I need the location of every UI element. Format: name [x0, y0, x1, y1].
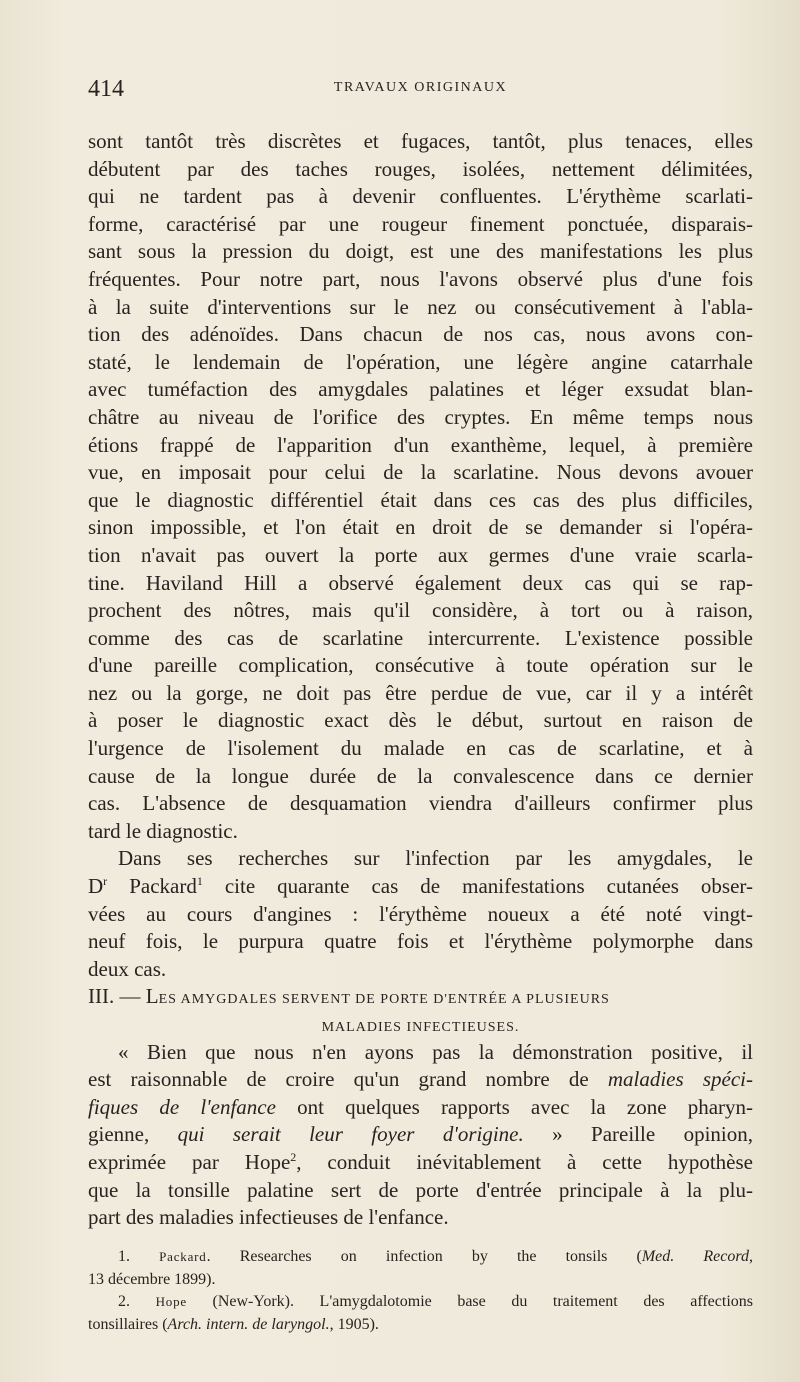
- text-run: » Pareille opinion,: [523, 1122, 753, 1147]
- text-line: sinon impossible, et l'on était en droit de se demander si l'opéra-: [88, 515, 753, 540]
- text-line: châtre au niveau de l'orifice des cryptes. En même temps nous: [88, 404, 753, 429]
- quote-line: « Bien que nous n'en ayons pas la démonstration positive, il: [118, 1039, 753, 1064]
- section-initial: L: [145, 984, 159, 1009]
- italic-run: maladies spéci-: [607, 1067, 753, 1092]
- footnote-author: Hope: [155, 1294, 187, 1309]
- footnote-number: 1.: [118, 1248, 160, 1265]
- text-line: cause de la longue durée de la convalescence dans ce dernier: [88, 763, 753, 788]
- footnote-author: Packard: [159, 1249, 207, 1264]
- author-name: Packard: [107, 874, 197, 899]
- text-line: tion n'avait pas ouvert la porte aux germes d'une vraie scarla-: [88, 542, 753, 567]
- text-run: est raisonnable de croire qu'un grand nombre de: [88, 1067, 608, 1092]
- footnote-text: ,: [749, 1248, 753, 1265]
- paragraph-line: deux cas.: [88, 956, 167, 981]
- footnote-journal: Arch. intern. de laryngol.: [167, 1315, 330, 1333]
- footnote-text: . Researches on infection by the tonsils (: [206, 1248, 642, 1265]
- text-line: vue, en imposait pour celui de la scarlatine. Nous devons avouer: [88, 460, 753, 485]
- title-abbrev-sup: r: [103, 874, 108, 889]
- title-abbrev: D: [88, 874, 104, 899]
- section-heading-cont: [88, 1011, 753, 1039]
- text-line: avec tuméfaction des amygdales palatines et léger exsudat blan-: [88, 377, 753, 402]
- footnote-1-cont: 13 décembre 1899).: [88, 1270, 216, 1288]
- text-line: prochent des nôtres, mais qu'il considère, à tort ou à raison,: [88, 598, 753, 623]
- text-run: exprimée par Hope: [88, 1149, 291, 1174]
- footnote-marker: 1: [196, 874, 203, 889]
- paragraph-line: [88, 873, 753, 901]
- quote-line: [88, 1094, 753, 1122]
- paragraph-line: neuf fois, le purpura quatre fois et l'érythème polymorphe dans: [88, 929, 753, 954]
- text-line: staté, le lendemain de l'opération, une légère angine catarrhale: [88, 349, 753, 374]
- text-line: forme, caractérisé par une rougeur finement ponctuée, disparais-: [88, 211, 753, 236]
- footnote-text: , 1905).: [329, 1315, 379, 1333]
- section-title-line2: MALADIES INFECTIEUSES.: [321, 1020, 520, 1035]
- footnote-text: tonsillaires (: [88, 1315, 168, 1333]
- text-run: gienne,: [88, 1122, 178, 1147]
- text-run: , conduit inévitablement à cette hypothèse: [296, 1149, 753, 1174]
- paragraph-line: [88, 1149, 753, 1177]
- text-run: ont quelques rapports avec la zone pharyn-: [275, 1094, 753, 1119]
- text-line: étions frappé de l'apparition d'un exanthème, lequel, à première: [88, 432, 753, 457]
- footnote-text: (New-York). L'amygdalotomie base du traitement des affections: [186, 1293, 753, 1310]
- page-header: [88, 76, 753, 106]
- text-line: débutent par des taches rouges, isolées, nettement délimitées,: [88, 156, 753, 181]
- quote-line: [88, 1066, 753, 1094]
- text-line: cas. L'absence de desquamation viendra d'ailleurs confirmer plus: [88, 791, 753, 816]
- paragraph-line: part des maladies infectieuses de l'enfance.: [88, 1205, 449, 1230]
- text-run: cite quarante cas de manifestations cutanées obser-: [202, 874, 753, 899]
- quote-line: [88, 1121, 753, 1149]
- paragraph-line: que la tonsille palatine sert de porte d'entrée principale à la plu-: [88, 1177, 753, 1202]
- text-line: que le diagnostic différentiel était dans ces cas des plus difficiles,: [88, 487, 753, 512]
- text-line: fréquentes. Pour notre part, nous l'avons observé plus d'une fois: [88, 266, 753, 291]
- text-line: l'urgence de l'isolement du malade en cas de scarlatine, et à: [88, 736, 753, 761]
- text-line: à poser le diagnostic exact dès le début, surtout en raison de: [88, 708, 753, 733]
- section-heading: [88, 983, 753, 1011]
- text-line: à la suite d'interventions sur le nez ou consécutivement à l'abla-: [88, 294, 753, 319]
- footnote-2-cont: [88, 1314, 753, 1337]
- text-line: d'une pareille complication, consécutive à toute opération sur le: [88, 653, 753, 678]
- paragraph-line: Dans ses recherches sur l'infection par les amygdales, le: [118, 846, 753, 871]
- text-line: tine. Haviland Hill a observé également deux cas qui se rap-: [88, 570, 753, 595]
- footnote-1: [88, 1246, 753, 1269]
- footnote-marker: 2: [290, 1149, 297, 1164]
- text-line: tion des adénoïdes. Dans chacun de nos cas, nous avons con-: [88, 322, 753, 347]
- text-line: sant sous la pression du doigt, est une des manifestations les plus: [88, 239, 753, 264]
- footnote-2: [88, 1291, 753, 1314]
- footnotes: [88, 1246, 753, 1336]
- text-line: nez ou la gorge, ne doit pas être perdue de vue, car il y a intérêt: [88, 680, 753, 705]
- page-number: 414: [88, 76, 124, 102]
- section-numeral: III. —: [88, 984, 146, 1009]
- italic-run: fiques de l'enfance: [88, 1094, 276, 1119]
- italic-run: qui serait leur foyer d'origine.: [177, 1122, 524, 1147]
- paragraph-line: vées au cours d'angines : l'érythème noueux a été noté vingt-: [88, 901, 753, 926]
- section-title: ES AMYGDALES SERVENT DE PORTE D'ENTRÉE A PLUSIEURS: [158, 992, 610, 1008]
- body-text: [88, 128, 753, 1232]
- text-line: tard le diagnostic.: [88, 818, 238, 843]
- running-title: TRAVAUX ORIGINAUX: [333, 80, 508, 95]
- text-line: sont tantôt très discrètes et fugaces, tantôt, plus tenaces, elles: [88, 129, 753, 153]
- footnote-number: 2.: [118, 1293, 156, 1310]
- text-line: qui ne tardent pas à devenir confluentes. L'érythème scarlati-: [88, 184, 753, 209]
- text-line: comme des cas de scarlatine intercurrente. L'existence possible: [88, 625, 753, 650]
- footnote-journal: Med. Record: [641, 1248, 749, 1265]
